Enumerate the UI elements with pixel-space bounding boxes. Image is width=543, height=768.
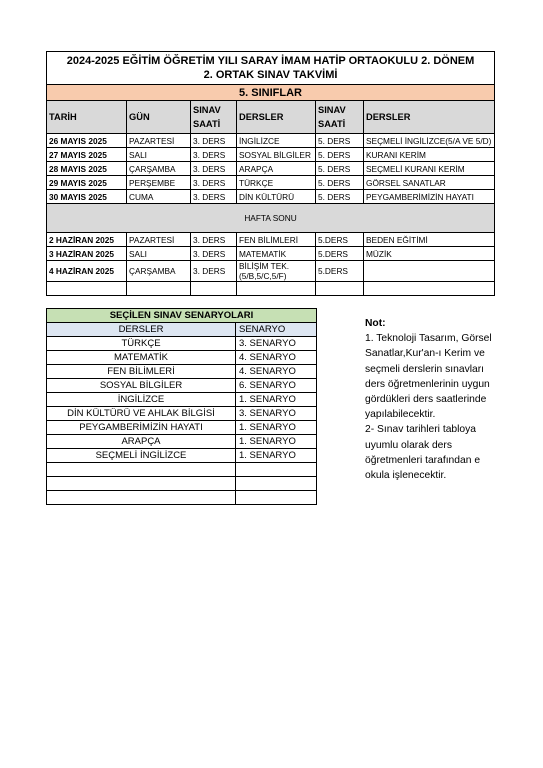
scenario-row [47,435,317,449]
cell-exam-time: 3. DERS [191,162,237,176]
cell-subject-2: MÜZİK [364,247,495,261]
scenario-subject: SEÇMELİ İNGİLİZCE [47,449,236,463]
schedule-title-line1: 2024-2025 EĞİTİM ÖĞRETİM YILI SARAY İMAM HATİP ORTAOKULU 2. DÖNEM [66,55,475,67]
scenario-row [47,351,317,365]
cell-subject: TÜRKÇE [237,176,316,190]
cell-exam-time-2: 5.DERS [316,247,364,261]
cell-date: 30 MAYIS 2025 [47,190,127,204]
header-subjects: DERSLER [237,101,316,134]
note-item-2: 2- Sınav tarihleri tabloya uyumlu olarak ders öğretmenleri tarafından e okula işlenecektir. [365,424,481,482]
scenario-value: 3. SENARYO [236,337,317,351]
cell-exam-time-2: 5. DERS [316,162,364,176]
note-title: Not: [365,318,386,329]
scenario-value: 6. SENARYO [236,379,317,393]
cell-subject: FEN BİLİMLERİ [237,233,316,247]
cell-subject: SOSYAL BİLGİLER [237,148,316,162]
scenario-value: 1. SENARYO [236,449,317,463]
cell-day: SALI [127,148,191,162]
cell-day: PAZARTESİ [127,233,191,247]
scenario-subject: ARAPÇA [47,435,236,449]
cell-exam-time-2: 5. DERS [316,190,364,204]
scenarios-blank-row [47,477,317,491]
cell-exam-time: 3. DERS [191,233,237,247]
scenarios-table [46,308,317,505]
cell-exam-time: 3. DERS [191,176,237,190]
header-date: TARİH [47,101,127,134]
cell-date: 29 MAYIS 2025 [47,176,127,190]
cell-date: 2 HAZİRAN 2025 [47,233,127,247]
scenario-value: 4. SENARYO [236,351,317,365]
header-day: GÜN [127,101,191,134]
cell-date: 4 HAZİRAN 2025 [47,261,127,282]
cell-subject-2 [364,261,495,282]
scenarios-blank-row [47,491,317,505]
scenario-subject: PEYGAMBERİMİZİN HAYATI [47,421,236,435]
cell-exam-time: 3. DERS [191,148,237,162]
note-box [365,316,505,483]
scenarios-header-row [47,323,317,337]
scenario-row [47,449,317,463]
scenario-row [47,379,317,393]
scenarios-header-subjects: DERSLER [47,323,236,337]
cell-day: ÇARŞAMBA [127,162,191,176]
cell-subject-2: SEÇMELİ KURANI KERİM [364,162,495,176]
scenario-subject: İNGİLİZCE [47,393,236,407]
cell-subject: ARAPÇA [237,162,316,176]
cell-subject-2: BEDEN EĞİTİMİ [364,233,495,247]
scenario-value: 3. SENARYO [236,407,317,421]
scenarios-rows [47,337,317,463]
cell-day: ÇARŞAMBA [127,261,191,282]
scenario-subject: SOSYAL BİLGİLER [47,379,236,393]
schedule-row [47,190,495,204]
scenario-subject: MATEMATİK [47,351,236,365]
cell-exam-time: 3. DERS [191,247,237,261]
schedule-rows-week1 [47,134,495,204]
cell-exam-time: 3. DERS [191,190,237,204]
schedule-header-row [47,101,495,134]
schedule-row [47,176,495,190]
schedule-title-line2: 2. ORTAK SINAV TAKVİMİ [203,69,338,81]
scenarios-title: SEÇİLEN SINAV SENARYOLARI [47,309,317,323]
scenarios-header-scenario: SENARYO [236,323,317,337]
schedule-row [47,233,495,247]
cell-subject: MATEMATİK [237,247,316,261]
blank-row [47,282,495,296]
cell-subject: DİN KÜLTÜRÜ [237,190,316,204]
cell-exam-time-2: 5. DERS [316,148,364,162]
cell-day: PAZARTESİ [127,134,191,148]
cell-day: CUMA [127,190,191,204]
schedule-row [47,247,495,261]
header-exam-time: SINAV SAATİ [191,101,237,134]
exam-schedule-table [46,51,495,296]
scenario-value: 1. SENARYO [236,421,317,435]
scenario-row [47,365,317,379]
cell-day: SALI [127,247,191,261]
cell-exam-time-2: 5. DERS [316,134,364,148]
cell-exam-time: 3. DERS [191,134,237,148]
cell-date: 3 HAZİRAN 2025 [47,247,127,261]
header-exam-time-2: SINAV SAATİ [316,101,364,134]
scenario-value: 4. SENARYO [236,365,317,379]
cell-date: 28 MAYIS 2025 [47,162,127,176]
cell-date: 27 MAYIS 2025 [47,148,127,162]
cell-subject-2: PEYGAMBERİMİZİN HAYATI [364,190,495,204]
schedule-row [47,261,495,282]
cell-exam-time: 3. DERS [191,261,237,282]
scenario-row [47,393,317,407]
cell-subject: İNGİLİZCE [237,134,316,148]
weekend-row [47,204,495,233]
header-subjects-2: DERSLER [364,101,495,134]
scenario-row [47,421,317,435]
cell-day: PERŞEMBE [127,176,191,190]
cell-date: 26 MAYIS 2025 [47,134,127,148]
scenario-value: 1. SENARYO [236,393,317,407]
schedule-rows-week2 [47,233,495,282]
schedule-row [47,134,495,148]
scenario-value: 1. SENARYO [236,435,317,449]
cell-subject-2: GÖRSEL SANATLAR [364,176,495,190]
weekend-label: HAFTA SONU [47,204,495,233]
schedule-row [47,148,495,162]
scenario-row [47,337,317,351]
cell-exam-time-2: 5.DERS [316,233,364,247]
class-label: 5. SINIFLAR [47,85,495,101]
scenarios-blank-row [47,463,317,477]
cell-exam-time-2: 5. DERS [316,176,364,190]
note-item-1: 1. Teknoloji Tasarım, Görsel Sanatlar,Kur'an-ı Kerim ve seçmeli derslerin sınavları ders öğretmenlerinin uygun gördükleri ders saatlerinde yapılabilecektir. [365,333,492,421]
scenario-subject: FEN BİLİMLERİ [47,365,236,379]
scenario-row [47,407,317,421]
cell-exam-time-2: 5.DERS [316,261,364,282]
scenario-subject: DİN KÜLTÜRÜ VE AHLAK BİLGİSİ [47,407,236,421]
schedule-title [47,52,495,85]
schedule-row [47,162,495,176]
scenario-subject: TÜRKÇE [47,337,236,351]
cell-subject: BİLİŞİM TEK. (5/B,5/C,5/F) [237,261,316,282]
cell-subject-2: KURANI KERİM [364,148,495,162]
cell-subject-2: SEÇMELİ İNGİLİZCE(5/A VE 5/D) [364,134,495,148]
